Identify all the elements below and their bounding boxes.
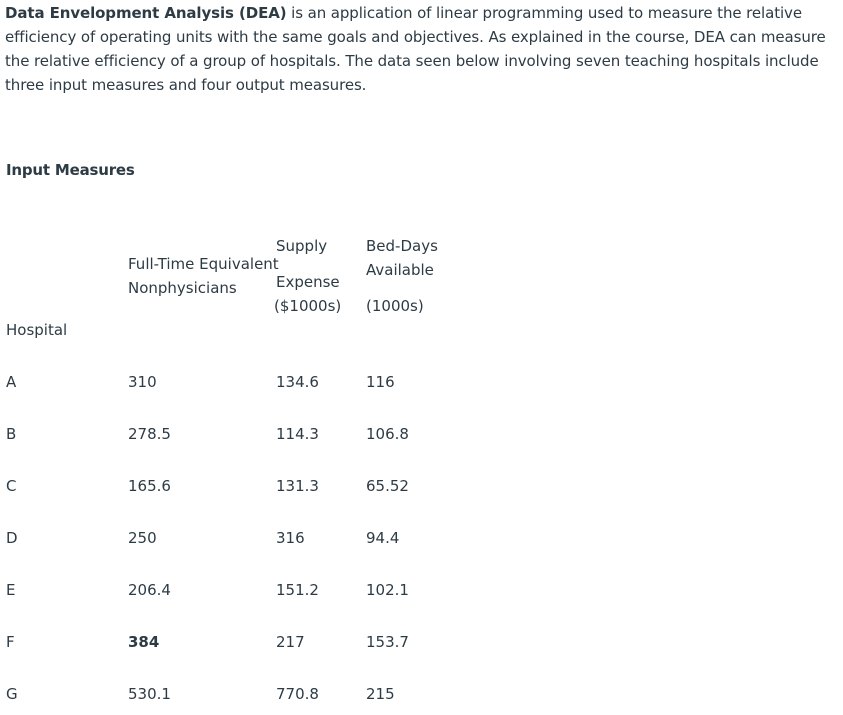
intro-paragraph bbox=[5, 1, 837, 97]
row-b-bed-days: 106.8 bbox=[366, 425, 409, 443]
header-supply-line1: Supply bbox=[276, 237, 328, 255]
row-d-supply: 316 bbox=[276, 529, 305, 547]
row-a-supply: 134.6 bbox=[276, 373, 319, 391]
row-g-fte: 530.1 bbox=[128, 685, 171, 703]
section-title: Input Measures bbox=[6, 161, 135, 179]
row-b-fte: 278.5 bbox=[128, 425, 171, 443]
header-hospital: Hospital bbox=[6, 321, 68, 339]
row-a-bed-days: 116 bbox=[366, 373, 395, 391]
row-c-supply: 131.3 bbox=[276, 477, 319, 495]
row-c-hospital: C bbox=[6, 477, 17, 495]
intro-text: is an application of linear programming used to measure the relative efficiency of operating units with the same goals and objectives. As explained in the course, DEA can measure the relative efficiency of a group of hospitals. The data seen below involving seven teaching hospitals include three input measures and four output measures. bbox=[5, 4, 826, 94]
row-e-fte: 206.4 bbox=[128, 581, 171, 599]
header-bed-days-line3: (1000s) bbox=[366, 297, 424, 315]
row-g-hospital: G bbox=[6, 685, 18, 703]
intro-bold-lead: Data Envelopment Analysis (DEA) bbox=[5, 4, 287, 22]
row-d-bed-days: 94.4 bbox=[366, 529, 400, 547]
row-g-supply: 770.8 bbox=[276, 685, 319, 703]
row-b-supply: 114.3 bbox=[276, 425, 319, 443]
row-f-hospital: F bbox=[6, 633, 15, 651]
row-d-fte: 250 bbox=[128, 529, 157, 547]
row-c-fte: 165.6 bbox=[128, 477, 171, 495]
row-d-hospital: D bbox=[6, 529, 18, 547]
row-a-fte: 310 bbox=[128, 373, 157, 391]
row-e-bed-days: 102.1 bbox=[366, 581, 409, 599]
header-fte-line1: Full-Time Equivalent bbox=[128, 255, 279, 273]
header-bed-days-line1: Bed-Days bbox=[366, 237, 438, 255]
row-f-fte: 384 bbox=[128, 633, 160, 651]
header-fte-line2: Nonphysicians bbox=[128, 279, 237, 297]
row-f-supply: 217 bbox=[276, 633, 305, 651]
row-a-hospital: A bbox=[6, 373, 17, 391]
row-c-bed-days: 65.52 bbox=[366, 477, 409, 495]
header-bed-days-line2: Available bbox=[366, 261, 434, 279]
row-e-supply: 151.2 bbox=[276, 581, 319, 599]
header-supply-line2: Expense bbox=[276, 273, 340, 291]
row-b-hospital: B bbox=[6, 425, 17, 443]
row-g-bed-days: 215 bbox=[366, 685, 395, 703]
row-e-hospital: E bbox=[6, 581, 16, 599]
row-f-bed-days: 153.7 bbox=[366, 633, 409, 651]
header-supply-line3: ($1000s) bbox=[274, 297, 342, 315]
